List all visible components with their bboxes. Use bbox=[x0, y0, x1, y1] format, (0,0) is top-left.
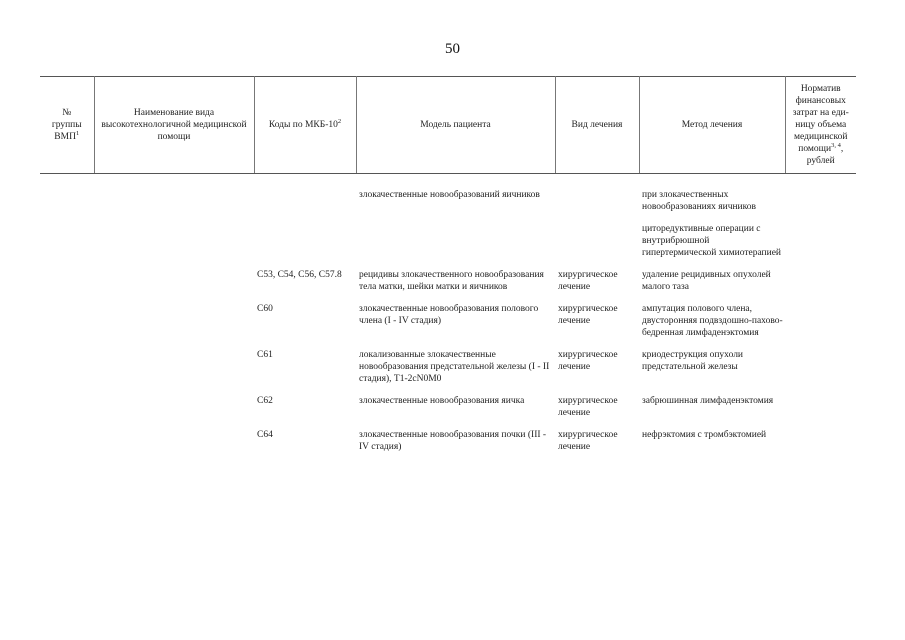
cell-method: удаление рецидивных опухолей малого таза bbox=[642, 270, 771, 292]
cell-group bbox=[40, 174, 94, 224]
header-codes bbox=[254, 77, 356, 174]
cell-method: забрюшинная лимфаденэктомия bbox=[642, 396, 774, 406]
header-group-no bbox=[40, 77, 94, 174]
header-treatment-type: Вид лечения bbox=[555, 77, 639, 174]
cell-type-name bbox=[94, 429, 254, 463]
cell-norm bbox=[785, 395, 856, 429]
cell-code: C61 bbox=[257, 350, 273, 360]
header-model: Модель пациента bbox=[356, 77, 555, 174]
cell-treatment-type: хирургическое лечение bbox=[558, 396, 618, 418]
header-norm-label: Норматив финансовых затрат на еди-ницу объема медицинской помощи bbox=[792, 84, 849, 154]
cell-model bbox=[356, 223, 555, 269]
table-row bbox=[40, 269, 856, 303]
table-row bbox=[40, 429, 856, 463]
cell-model: рецидивы злокачественного новообразования тела матки, шейки матки и яичников bbox=[359, 270, 544, 292]
cell-method: ампутация полового члена, двусторонняя подвздошно-пахово-бедренная лимфаденэктомия bbox=[642, 304, 783, 338]
header-method: Метод лечения bbox=[639, 77, 785, 174]
cell-norm bbox=[785, 429, 856, 463]
header-group-no-sup: 1 bbox=[75, 129, 80, 137]
cell-model: локализованные злокачественные новообразования предстательной железы (I - II стадия), T1-2cN0M0 bbox=[359, 350, 550, 384]
table-header-row bbox=[40, 77, 856, 174]
cell-model: злокачественные новообразования почки (III - IV стадия) bbox=[359, 430, 547, 452]
cell-code: C64 bbox=[257, 430, 273, 440]
header-type-name: Наименование вида высокотехнологичной медицинской помощи bbox=[94, 77, 254, 174]
header-codes-sup: 2 bbox=[337, 117, 342, 125]
cell-model: злокачественные новообразований яичников bbox=[359, 190, 540, 200]
table-row bbox=[40, 223, 856, 269]
table-row bbox=[40, 349, 856, 395]
header-norm-tail: , рублей bbox=[806, 144, 844, 166]
table-row bbox=[40, 395, 856, 429]
cell-model: злокачественные новообразования яичка bbox=[359, 396, 525, 406]
cell-treatment-type bbox=[555, 223, 639, 269]
page-number: 50 bbox=[445, 41, 460, 57]
cell-code: C53, C54, C56, C57.8 bbox=[257, 270, 342, 280]
header-group-no-label: группы ВМП bbox=[51, 120, 82, 142]
cell-norm bbox=[785, 349, 856, 395]
cell-group bbox=[40, 303, 94, 349]
table-row bbox=[40, 174, 856, 224]
cell-method: нефрэктомия с тромбэктомией bbox=[642, 430, 767, 440]
cell-type-name bbox=[94, 395, 254, 429]
cell-norm bbox=[785, 174, 856, 224]
header-norm-sup: 3, 4 bbox=[831, 141, 841, 149]
cell-type-name bbox=[94, 303, 254, 349]
cell-type-name bbox=[94, 174, 254, 224]
cell-type-name bbox=[94, 223, 254, 269]
header-codes-label: Коды по МКБ-10 bbox=[268, 120, 338, 130]
cell-norm bbox=[785, 269, 856, 303]
cell-group bbox=[40, 395, 94, 429]
cell-norm bbox=[785, 223, 856, 269]
cell-treatment-type bbox=[555, 174, 639, 224]
cell-code bbox=[254, 223, 356, 269]
cell-treatment-type: хирургическое лечение bbox=[558, 270, 618, 292]
cell-method: циторедуктивные операции с внутрибрюшной гипертермической химиотерапией bbox=[642, 224, 781, 258]
header-norm bbox=[785, 77, 856, 174]
cell-method: криодеструкция опухоли предстательной железы bbox=[642, 350, 744, 372]
cell-code bbox=[254, 174, 356, 224]
cell-code: C60 bbox=[257, 304, 273, 314]
cell-code: C62 bbox=[257, 396, 273, 406]
cell-model: злокачественные новообразования полового члена (I - IV стадия) bbox=[359, 304, 539, 326]
cell-group bbox=[40, 349, 94, 395]
cell-group bbox=[40, 429, 94, 463]
cell-norm bbox=[785, 303, 856, 349]
cell-group bbox=[40, 269, 94, 303]
vmp-table bbox=[40, 76, 856, 463]
cell-method: при злокачественных новообразованиях яичников bbox=[642, 190, 757, 212]
cell-treatment-type: хирургическое лечение bbox=[558, 350, 618, 372]
cell-treatment-type: хирургическое лечение bbox=[558, 304, 618, 326]
cell-treatment-type: хирургическое лечение bbox=[558, 430, 618, 452]
cell-group bbox=[40, 223, 94, 269]
cell-type-name bbox=[94, 269, 254, 303]
table-row bbox=[40, 303, 856, 349]
cell-type-name bbox=[94, 349, 254, 395]
header-group-no-symbol: № bbox=[62, 108, 72, 118]
